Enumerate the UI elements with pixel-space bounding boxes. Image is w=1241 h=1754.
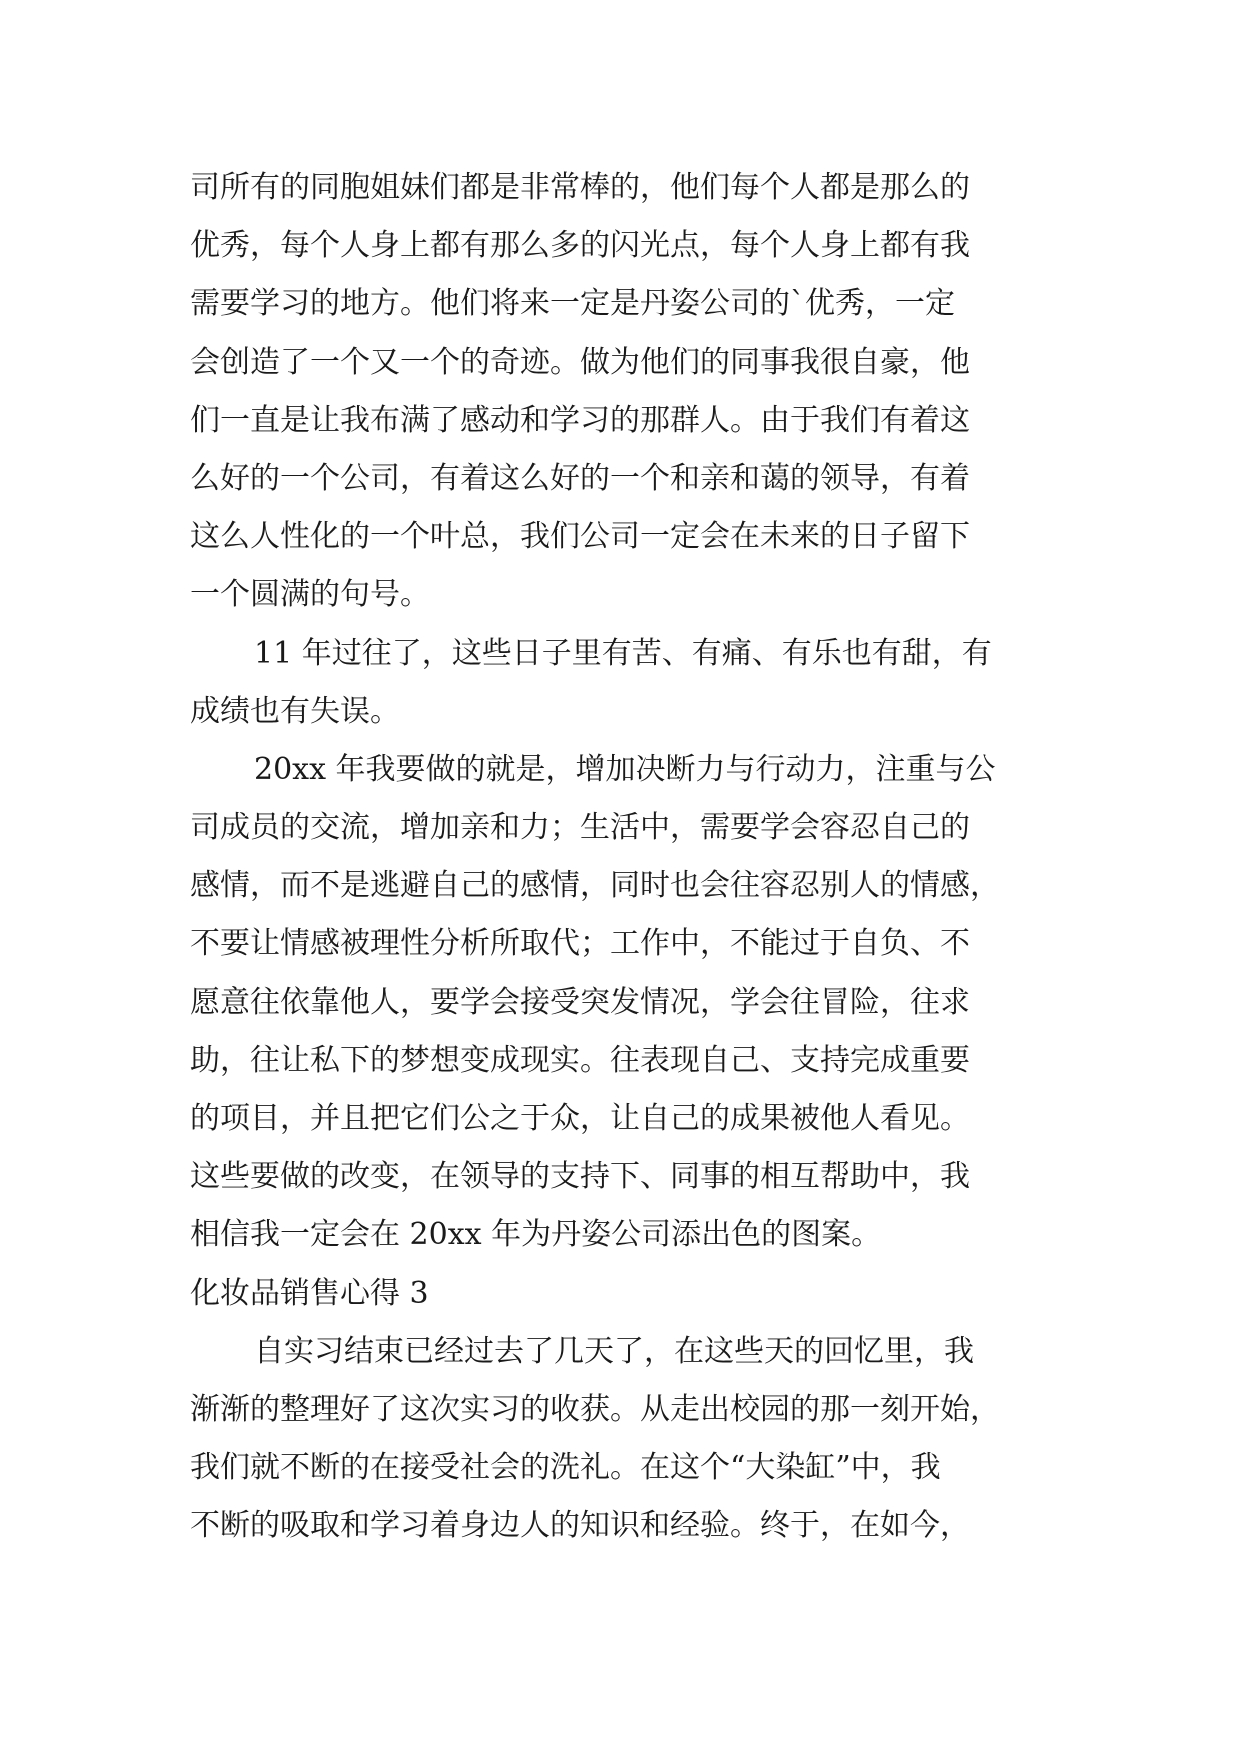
text-line: 这么人性化的一个叶总，我们公司一定会在未来的日子留下	[190, 519, 970, 555]
text-line: 司所有的同胞姐妹们都是非常棒的，他们每个人都是那么的	[190, 170, 970, 205]
text-line: 的项目，并且把它们公之于众，让自己的成果被他人看见。	[190, 1101, 970, 1136]
text-line: 一个圆满的句号。	[190, 577, 430, 613]
text-line: 会创造了一个又一个的奇迹。做为他们的同事我很自豪，他	[190, 344, 970, 380]
paragraph-first-line: 11 年过往了，这些日子里有苦、有痛、有乐也有甜，有	[254, 635, 992, 671]
text-line: 需要学习的地方。他们将来一定是丹姿公司的`优秀，一定	[190, 286, 955, 322]
text-line: 成绩也有失误。	[190, 693, 400, 729]
text-line: 助，往让私下的梦想变成现实。往表现自己、支持完成重要	[190, 1042, 970, 1078]
section-heading: 化妆品销售心得 3	[190, 1275, 429, 1311]
text-line: 这些要做的改变，在领导的支持下、同事的相互帮助中，我	[190, 1159, 970, 1195]
text-line: 么好的一个公司，有着这么好的一个和亲和蔼的领导，有着	[190, 460, 970, 496]
text-line: 不要让情感被理性分析所取代；工作中，不能过于自负、不	[190, 926, 970, 962]
paragraph-first-line: 20xx 年我要做的就是，增加决断力与行动力，注重与公	[254, 751, 996, 787]
text-line: 渐渐的整理好了这次实习的收获。从走出校园的那一刻开始，	[190, 1391, 1000, 1427]
text-line: 愿意往依靠他人，要学会接受突发情况，学会往冒险，往求	[190, 984, 970, 1020]
text-line: 们一直是让我布满了感动和学习的那群人。由于我们有着这	[190, 402, 970, 438]
paragraph-first-line: 自实习结束已经过去了几天了，在这些天的回忆里，我	[254, 1333, 974, 1369]
text-line: 司成员的交流，增加亲和力；生活中，需要学会容忍自己的	[190, 810, 970, 846]
text-line: 优秀，每个人身上都有那么多的闪光点，每个人身上都有我	[190, 228, 970, 264]
text-line: 相信我一定会在 20xx 年为丹姿公司添出色的图案。	[190, 1217, 882, 1253]
text-line: 不断的吸取和学习着身边人的知识和经验。终于，在如今，	[190, 1508, 970, 1544]
text-line: 我们就不断的在接受社会的洗礼。在这个“大染缸”中，我	[190, 1450, 941, 1486]
text-line: 感情，而不是逃避自己的感情，同时也会往容忍别人的情感，	[190, 868, 1000, 904]
body-text	[190, 159, 1070, 1556]
